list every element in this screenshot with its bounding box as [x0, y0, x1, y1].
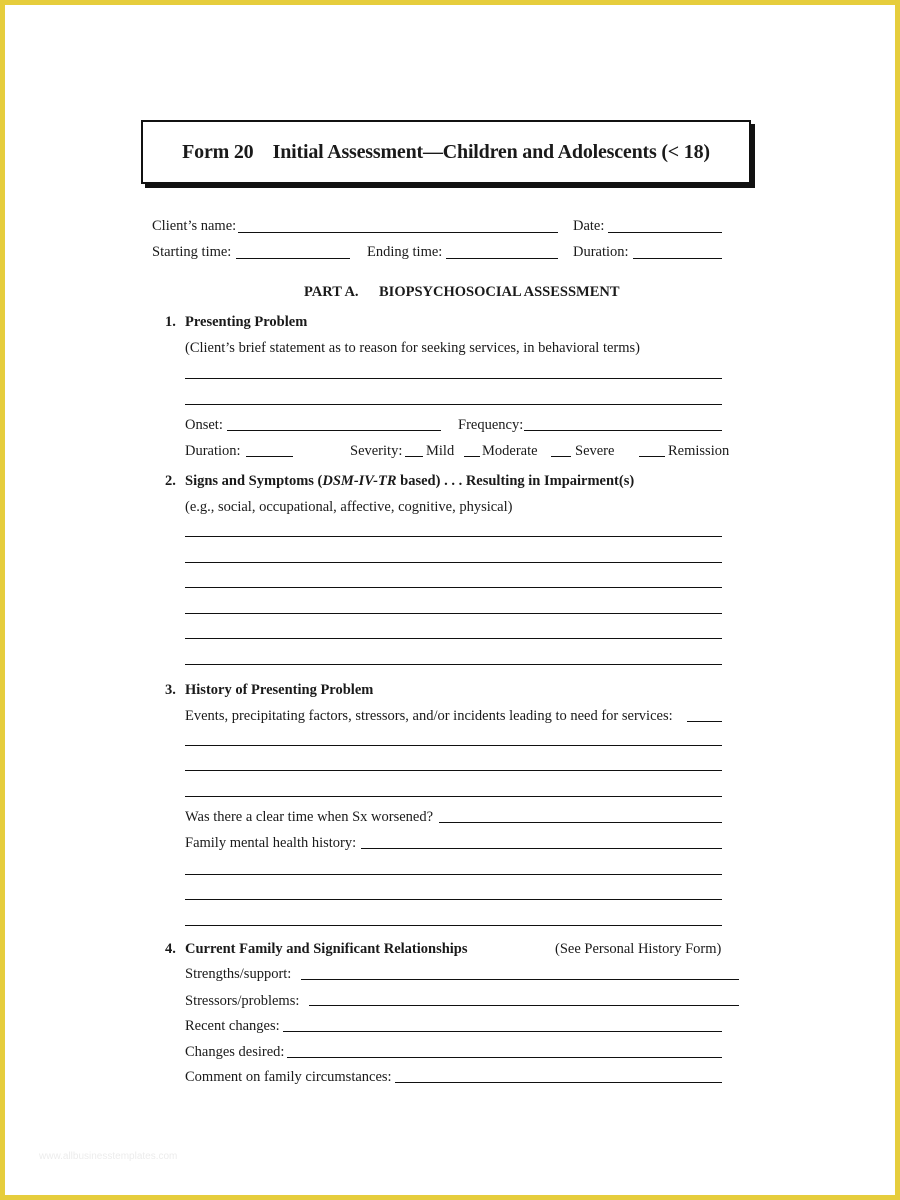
starting-time-label: Starting time:	[152, 244, 232, 260]
date-label: Date:	[573, 218, 605, 234]
remission-checkbox-line[interactable]	[639, 456, 665, 457]
section-3-title: History of Presenting Problem	[185, 682, 374, 698]
duration-label: Duration:	[573, 244, 629, 260]
section-4-number: 4.	[165, 941, 176, 957]
severe-label: Severe	[575, 443, 615, 459]
section-4-title: Current Family and Significant Relationships	[185, 941, 468, 957]
moderate-label: Moderate	[482, 443, 538, 459]
stressors-label: Stressors/problems:	[185, 993, 300, 1009]
problem-duration-label: Duration:	[185, 443, 241, 459]
strengths-line[interactable]	[301, 979, 739, 980]
section-2-line-3[interactable]	[185, 587, 722, 588]
part-a-label: PART A.	[304, 284, 359, 300]
frequency-line[interactable]	[524, 430, 722, 431]
ending-time-label: Ending time:	[367, 244, 443, 260]
strengths-label: Strengths/support:	[185, 966, 292, 982]
severe-checkbox-line[interactable]	[551, 456, 571, 457]
section-2-line-6[interactable]	[185, 664, 722, 665]
family-history-label: Family mental health history:	[185, 835, 357, 851]
section-2-line-4[interactable]	[185, 613, 722, 614]
recent-changes-line[interactable]	[283, 1031, 722, 1032]
section-3-line-3[interactable]	[185, 796, 722, 797]
moderate-checkbox-line[interactable]	[464, 456, 480, 457]
severity-label: Severity:	[350, 443, 403, 459]
family-comment-label: Comment on family circumstances:	[185, 1069, 392, 1085]
onset-line[interactable]	[227, 430, 441, 431]
section-1-title: Presenting Problem	[185, 314, 308, 330]
duration-line[interactable]	[633, 258, 722, 259]
section-1-instruction: (Client’s brief statement as to reason for seeking services, in behavioral terms)	[185, 340, 640, 356]
events-line[interactable]	[687, 721, 722, 722]
worsened-line[interactable]	[439, 822, 722, 823]
changes-desired-line[interactable]	[287, 1057, 722, 1058]
section-2-number: 2.	[165, 473, 176, 489]
section-3-line-1[interactable]	[185, 745, 722, 746]
part-a-title: BIOPSYCHOSOCIAL ASSESSMENT	[379, 284, 620, 300]
section-1-line-1[interactable]	[185, 378, 722, 379]
section-1-line-2[interactable]	[185, 404, 722, 405]
section-3-line-6[interactable]	[185, 925, 722, 926]
clients-name-line[interactable]	[238, 232, 558, 233]
section-3-line-5[interactable]	[185, 899, 722, 900]
form-title-box	[141, 120, 751, 184]
form-title: Form 20 Initial Assessment—Children and Adolescents (< 18)	[182, 140, 710, 163]
clients-name-label: Client’s name:	[152, 218, 237, 234]
remission-label: Remission	[668, 443, 730, 459]
section-2-title: Signs and Symptoms (DSM-IV-TR based) . . . Resulting in Impairment(s)	[185, 473, 635, 489]
section-4-note: (See Personal History Form)	[555, 941, 722, 957]
recent-changes-label: Recent changes:	[185, 1018, 280, 1034]
section-3-line-2[interactable]	[185, 770, 722, 771]
problem-duration-line[interactable]	[246, 456, 293, 457]
mild-label: Mild	[426, 443, 455, 459]
ending-time-line[interactable]	[446, 258, 558, 259]
watermark: www.allbusinesstemplates.com	[39, 1151, 178, 1162]
changes-desired-label: Changes desired:	[185, 1044, 285, 1060]
section-2-line-1[interactable]	[185, 536, 722, 537]
family-comment-line[interactable]	[395, 1082, 722, 1083]
section-2-line-5[interactable]	[185, 638, 722, 639]
events-label: Events, precipitating factors, stressors, and/or incidents leading to need for services:	[185, 708, 673, 724]
section-1-number: 1.	[165, 314, 176, 330]
stressors-line[interactable]	[309, 1005, 739, 1006]
onset-label: Onset:	[185, 417, 223, 433]
mild-checkbox-line[interactable]	[405, 456, 423, 457]
date-line[interactable]	[608, 232, 722, 233]
form-page	[5, 5, 895, 1195]
section-3-number: 3.	[165, 682, 176, 698]
section-2-line-2[interactable]	[185, 562, 722, 563]
family-history-line[interactable]	[361, 848, 722, 849]
frequency-label: Frequency:	[458, 417, 524, 433]
section-2-instruction: (e.g., social, occupational, affective, cognitive, physical)	[185, 499, 513, 515]
starting-time-line[interactable]	[236, 258, 350, 259]
section-3-line-4[interactable]	[185, 874, 722, 875]
worsened-label: Was there a clear time when Sx worsened?	[185, 809, 434, 825]
